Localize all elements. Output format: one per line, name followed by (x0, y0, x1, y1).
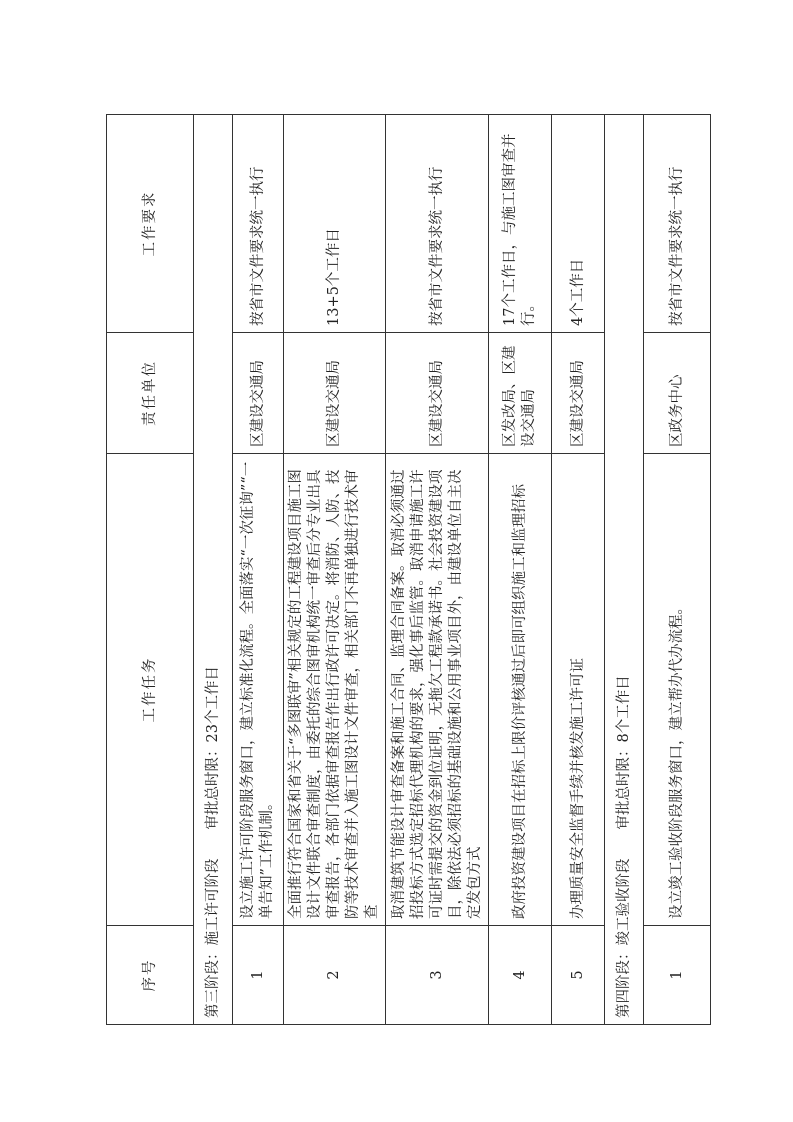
row-task: 设立施工许可阶段服务窗口，建立标准化流程。全面落实“一次征询”“一单告知”工作机制。 (233, 454, 284, 926)
table-row (644, 115, 711, 1025)
row-req: 按省市文件要求统一执行 (386, 115, 489, 333)
table-row (552, 115, 605, 1025)
table-row (284, 115, 386, 1025)
row-task: 全面推行符合国家和省关于“多图联审”相关规定的工程建设项目施工图设计文件联合审查制度，由委托的综合图审机构统一审查后分专业出具审查报告，各部门依据审查报告作出行政许可决定。将消防、人防、技防等技术审查并入施工图设计文件审查，相关部门不再单独进行技术审查 (284, 454, 386, 926)
stage3-label: 第三阶段：施工许可阶段 审批总时限：23个工作日 (194, 115, 233, 1025)
header-task: 工作任务 (107, 454, 194, 926)
row-req: 按省市文件要求统一执行 (644, 115, 711, 333)
stage3-row (194, 115, 233, 1025)
row-unit: 区政务中心 (644, 333, 711, 454)
row-num: 1 (233, 926, 284, 1025)
approval-task-table (106, 114, 711, 1025)
row-num: 5 (552, 926, 605, 1025)
row-unit: 区发改局、区建设交通局 (489, 333, 552, 454)
row-req: 4个工作日 (552, 115, 605, 333)
header-num: 序号 (107, 926, 194, 1025)
header-unit: 责任单位 (107, 333, 194, 454)
stage4-label: 第四阶段：竣工验收阶段 审批总时限：8个工作日 (605, 115, 644, 1025)
row-unit: 区建设交通局 (386, 333, 489, 454)
table-row (233, 115, 284, 1025)
row-req: 按省市文件要求统一执行 (233, 115, 284, 333)
stage4-row (605, 115, 644, 1025)
row-num: 1 (644, 926, 711, 1025)
rotated-document-page (106, 114, 704, 1025)
row-task: 设立竣工验收阶段服务窗口，建立帮办代办流程。 (644, 454, 711, 926)
row-task: 取消建筑节能设计审查备案和施工合同、监理合同备案。取消必须通过招投标方式选定招标代理机构的要求，强化事后监管。取消申请施工许可证时需提交的资金到位证明，无拖欠工程款承诺书。社会投资建设项目，除依法必须招标的基础设施和公用事业项目外，由建设单位自主决定发包方式 (386, 454, 489, 926)
row-req: 17个工作日，与施工图审查并行。 (489, 115, 552, 333)
table-row (489, 115, 552, 1025)
table-header-row (107, 115, 194, 1025)
row-unit: 区建设交通局 (284, 333, 386, 454)
row-unit: 区建设交通局 (552, 333, 605, 454)
row-task: 政府投资建设项目在招标上限价评核通过后即可组织施工和监理招标 (489, 454, 552, 926)
row-num: 3 (386, 926, 489, 1025)
row-unit: 区建设交通局 (233, 333, 284, 454)
header-req: 工作要求 (107, 115, 194, 333)
row-req: 13+5个工作日 (284, 115, 386, 333)
table-row (386, 115, 489, 1025)
row-task: 办理质量安全监督手续并核发施工许可证 (552, 454, 605, 926)
row-num: 4 (489, 926, 552, 1025)
row-num: 2 (284, 926, 386, 1025)
